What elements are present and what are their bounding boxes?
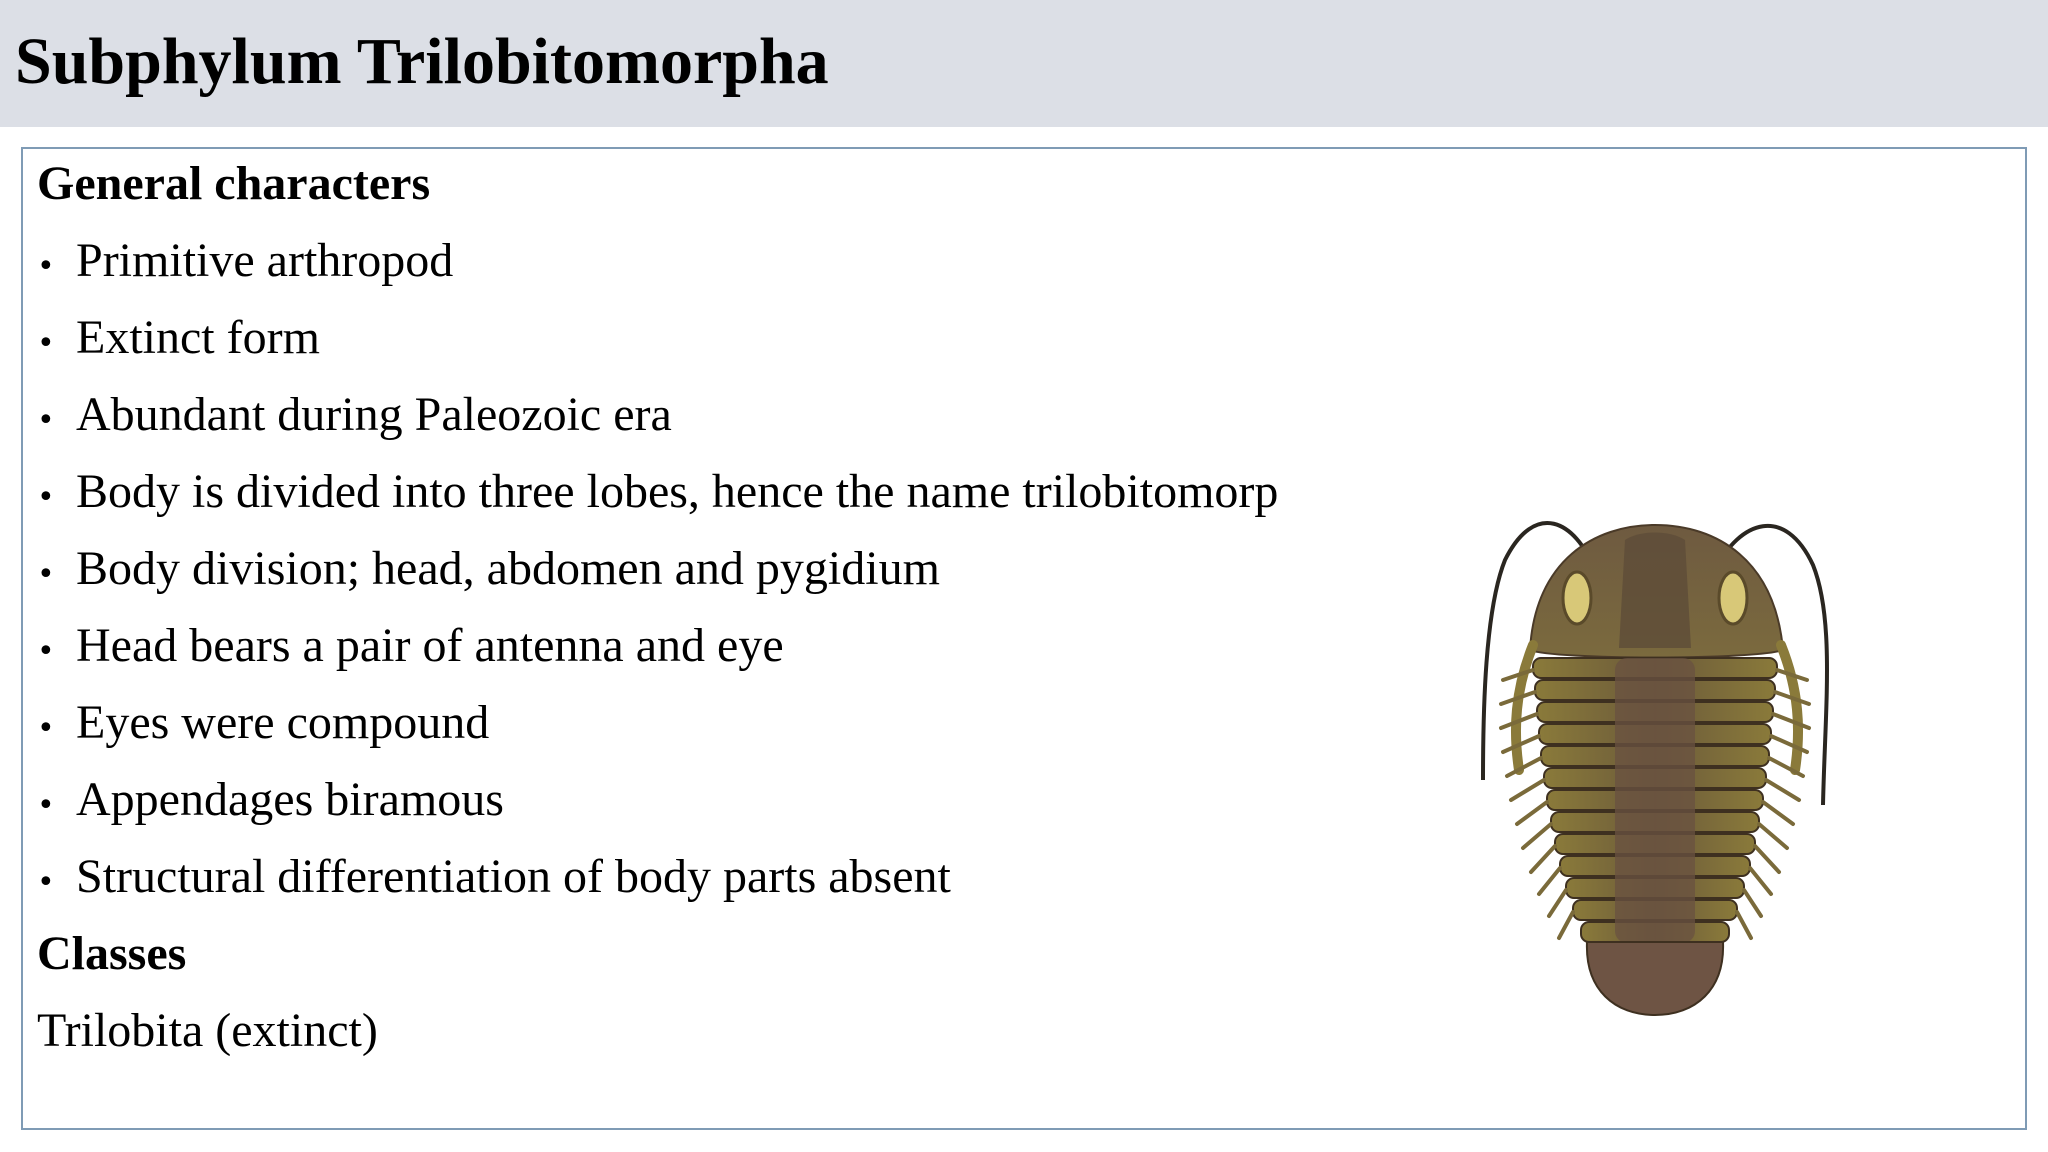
bullet-text: Body division; head, abdomen and pygidium (76, 542, 940, 595)
bullet-text: Eyes were compound (76, 696, 490, 749)
bullet-icon: • (37, 557, 55, 592)
bullet-item (37, 299, 1437, 376)
bullet-text: Body is divided into three lobes, hence the name trilobitomorp (76, 465, 1279, 518)
bullet-icon: • (37, 865, 55, 900)
bullet-icon: • (37, 711, 55, 746)
bullet-icon: • (37, 249, 55, 284)
bullet-item (37, 684, 1437, 761)
classes-text: Trilobita (extinct) (37, 1004, 378, 1057)
bullet-text: Abundant during Paleozoic era (76, 388, 672, 441)
bullet-text: Primitive arthropod (76, 234, 454, 287)
bullet-text: Structural differentiation of body parts absent (76, 850, 951, 903)
bullet-text: Extinct form (76, 311, 320, 364)
classes-heading: Classes (37, 927, 187, 980)
bullet-item (37, 530, 1437, 607)
bullet-item (37, 607, 1437, 684)
bullet-item (37, 453, 1437, 530)
bullet-item (37, 222, 1437, 299)
bullet-item (37, 838, 1437, 915)
bullet-icon: • (37, 788, 55, 823)
bullet-text: Head bears a pair of antenna and eye (76, 619, 784, 672)
bullet-item (37, 761, 1437, 838)
page-title: Subphylum Trilobitomorpha (15, 25, 829, 98)
title-bar (0, 0, 2048, 127)
general-characters-heading: General characters (37, 157, 431, 210)
bullet-icon: • (37, 403, 55, 438)
bullet-icon: • (37, 326, 55, 361)
trilobite-illustration (1455, 480, 1875, 1040)
bullet-text: Appendages biramous (76, 773, 504, 826)
bullet-icon: • (37, 480, 55, 515)
text-block (37, 145, 1437, 1069)
bullet-item (37, 376, 1437, 453)
bullet-icon: • (37, 634, 55, 669)
